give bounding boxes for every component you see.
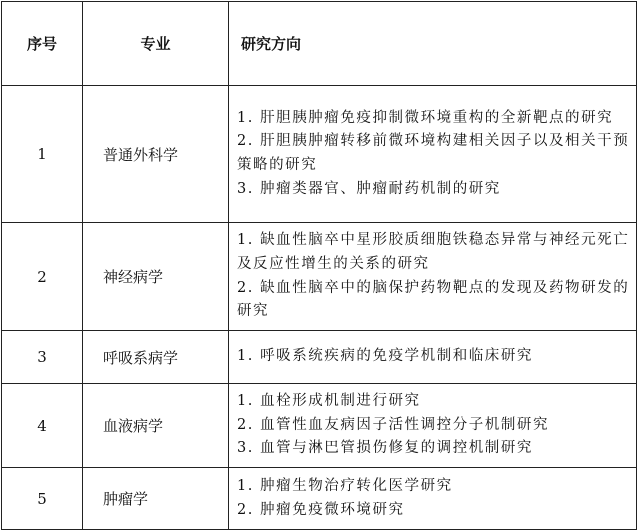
research-directions-table bbox=[1, 1, 637, 530]
row-index: 1 bbox=[2, 86, 83, 223]
direction-item: 2. 血管性血友病因子活性调控分子机制研究 bbox=[237, 416, 549, 433]
header-direction: 研究方向 bbox=[229, 2, 637, 86]
row-directions bbox=[229, 468, 637, 530]
direction-item: 1. 肿瘤生物治疗转化医学研究 bbox=[237, 477, 453, 494]
row-index: 2 bbox=[2, 223, 83, 331]
row-major: 神经病学 bbox=[83, 223, 229, 331]
table-row bbox=[2, 86, 637, 223]
table-row bbox=[2, 223, 637, 331]
direction-item: 3. 肿瘤类器官、肿瘤耐药机制的研究 bbox=[237, 180, 501, 197]
row-directions bbox=[229, 331, 637, 384]
direction-item: 2. 肝胆胰肿瘤转移前微环境构建相关因子以及相关干预策略的研究 bbox=[237, 133, 630, 173]
direction-item: 2. 肿瘤免疫微环境研究 bbox=[237, 501, 405, 518]
table-row bbox=[2, 468, 637, 530]
header-row bbox=[2, 2, 637, 86]
direction-item: 2. 缺血性脑卒中的脑保护药物靶点的发现及药物研发的研究 bbox=[237, 279, 630, 320]
direction-item: 1. 呼吸系统疾病的免疫学机制和临床研究 bbox=[237, 348, 533, 365]
row-index: 4 bbox=[2, 384, 83, 468]
row-directions bbox=[229, 223, 637, 331]
direction-item: 1. 血栓形成机制进行研究 bbox=[237, 393, 421, 410]
header-major: 专业 bbox=[83, 2, 229, 86]
row-major: 呼吸系病学 bbox=[83, 331, 229, 384]
direction-item: 3. 血管与淋巴管损伤修复的调控机制研究 bbox=[237, 440, 533, 457]
header-index: 序号 bbox=[2, 2, 83, 86]
row-major: 普通外科学 bbox=[83, 86, 229, 223]
table-row bbox=[2, 331, 637, 384]
row-directions bbox=[229, 86, 637, 223]
direction-item: 1. 肝胆胰肿瘤免疫抑制微环境重构的全新靶点的研究 bbox=[237, 109, 614, 126]
direction-item: 1. 缺血性脑卒中星形胶质细胞铁稳态异常与神经元死亡及反应性增生的关系的研究 bbox=[237, 232, 630, 272]
row-major: 血液病学 bbox=[83, 384, 229, 468]
table-row bbox=[2, 384, 637, 468]
row-index: 5 bbox=[2, 468, 83, 530]
row-major: 肿瘤学 bbox=[83, 468, 229, 530]
row-index: 3 bbox=[2, 331, 83, 384]
row-directions bbox=[229, 384, 637, 468]
